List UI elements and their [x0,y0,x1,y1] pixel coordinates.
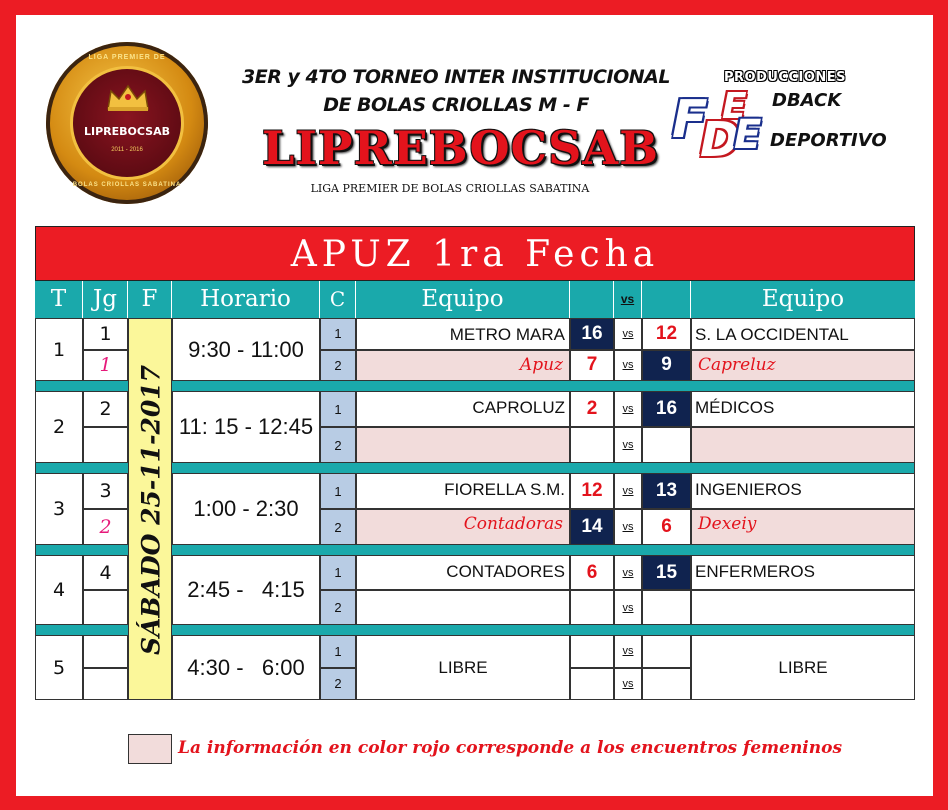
logo-center-text: LIPREBOCSAB [84,125,170,138]
round-number: 2 [52,416,66,438]
away-score: 6 [661,516,672,537]
away-score-cell [642,318,691,350]
time-slot: 4:30 - 6:00 [187,654,305,680]
home-team-cell [356,555,570,590]
match-date: SÁBADO 25-11-2017 [136,364,166,656]
away-score-cell [642,668,691,701]
col-header-equipo-home: Equipo [356,281,570,318]
vs-cell [614,350,642,382]
game-number-cell [83,555,128,590]
home-team: CONTADORES [446,562,565,581]
home-team: Apuz [519,354,563,375]
home-score-cell [570,509,614,545]
game-number-cell [83,590,128,625]
vs-label: vs [622,645,634,658]
court-number-cell [320,555,356,590]
legend-swatch [128,734,172,764]
vs-cell [614,318,642,350]
col-header-t: T [35,281,83,318]
tournament-title-line2: DE BOLAS CRIOLLAS M - F [323,94,589,116]
vs-label: vs [622,566,634,579]
vs-cell [614,635,642,668]
game-number-cell [83,473,128,509]
away-score-cell [642,509,691,545]
col-header-score-home [570,281,614,318]
game-number-cell [83,509,128,545]
time-slot-cell [172,635,320,700]
logo-inner-disc [70,66,184,180]
col-header-equipo-away: Equipo [691,281,915,318]
home-score: 7 [586,354,598,376]
away-score-cell [642,391,691,427]
home-team-cell [356,350,570,382]
game-number: 2 [99,516,112,538]
round-number: 5 [52,656,66,679]
sponsor-letter-f: F [672,90,708,150]
sponsor-letter-e1: E [722,86,747,127]
away-score: 12 [655,322,678,344]
away-score: 15 [655,561,678,583]
court-number: 1 [334,326,342,342]
col-header-jg: Jg [83,281,128,318]
time-slot-cell [172,391,320,463]
away-score-cell [642,473,691,509]
court-number: 2 [334,676,342,692]
away-team-cell [691,391,915,427]
home-score-cell [570,668,614,701]
court-number: 2 [334,357,342,373]
vs-label: vs [622,359,634,372]
away-score-cell [642,635,691,668]
court-number-cell [320,668,356,701]
away-team: Dexeiy [698,514,757,534]
home-team-cell [356,473,570,509]
away-score: 9 [661,354,672,376]
home-score-cell [570,473,614,509]
col-header-c: C [320,281,356,318]
time-slot-cell [172,473,320,545]
fixture-title: APUZ 1ra Fecha [35,226,915,281]
home-score-cell [570,350,614,382]
time-slot: 1:00 - 2:30 [193,496,299,521]
court-number-cell [320,509,356,545]
logo-years: 2011 - 2016 [111,147,143,153]
sponsor-dback: DBACK [772,90,842,111]
time-slot-cell [172,555,320,625]
court-number: 2 [334,519,342,535]
time-slot: 11: 15 - 12:45 [178,414,314,439]
vs-cell [614,473,642,509]
home-score-cell [570,555,614,590]
vs-cell [614,427,642,463]
away-score-cell [642,590,691,625]
away-score: 16 [655,398,678,419]
home-team: LIBRE [438,657,488,677]
round-number: 1 [52,338,66,361]
away-team: Capreluz [698,354,776,375]
sponsor-letter-d: D [700,112,740,168]
court-number-cell [320,391,356,427]
round-number: 4 [52,579,66,601]
game-number-cell [83,635,128,668]
away-team-cell [691,473,915,509]
legend-text: La información en color rojo corresponde a los encuentros femeninos [178,738,843,758]
vs-cell [614,668,642,701]
game-number-cell [83,427,128,463]
home-team-cell [356,391,570,427]
away-team-cell [691,318,915,350]
away-team: ENFERMEROS [695,562,815,581]
game-number: 2 [99,398,112,420]
home-team: FIORELLA S.M. [444,480,565,499]
tournament-title-line1: 3ER y 4TO TORNEO INTER INSTITUCIONAL [242,66,670,88]
home-score: 6 [586,561,598,583]
away-team-cell [691,509,915,545]
game-number-cell [83,391,128,427]
away-team: LIBRE [778,657,828,677]
home-score-cell [570,635,614,668]
away-team: INGENIEROS [695,480,802,499]
home-team: METRO MARA [449,325,565,344]
round-number-cell [35,318,83,381]
home-score-cell [570,590,614,625]
home-team-cell [356,590,570,625]
court-number: 1 [334,483,342,499]
court-number-cell [320,350,356,382]
home-score: 14 [581,516,603,537]
crown-icon [105,83,151,113]
vs-label: vs [622,327,634,340]
vs-cell [614,509,642,545]
court-number: 1 [334,565,342,580]
sponsor-letter-e2: E [734,112,762,158]
court-number: 2 [334,600,342,615]
court-number-cell [320,635,356,668]
game-number: 4 [99,561,112,584]
home-team-cell [356,509,570,545]
away-team-cell [691,427,915,463]
home-team-cell [356,635,570,700]
col-header-horario: Horario [172,281,320,318]
vs-label: vs [622,403,634,415]
away-team: MÉDICOS [695,398,775,417]
time-slot-cell [172,318,320,381]
league-full-name: LIGA PREMIER DE BOLAS CRIOLLAS SABATINA [310,182,590,195]
vs-label: vs [622,485,634,497]
vs-cell [614,391,642,427]
court-number: 1 [334,643,342,659]
court-number-cell [320,473,356,509]
away-score-cell [642,427,691,463]
league-short-name: LIPREBOCSAB [262,121,659,175]
court-number: 1 [334,401,342,417]
away-team-cell [691,635,915,700]
court-number-cell [320,427,356,463]
vs-cell [614,590,642,625]
vs-label: vs [622,601,634,614]
game-number: 3 [99,480,112,502]
col-header-score-away [642,281,691,318]
logo-ring-bottom-text: BOLAS CRIOLLAS SABATINA [72,182,182,188]
away-score-cell [642,555,691,590]
home-score-cell [570,318,614,350]
vs-label: vs [622,677,634,690]
round-number: 3 [52,498,66,520]
away-score: 13 [655,480,678,501]
col-header-f: F [128,281,172,318]
court-number-cell [320,318,356,350]
league-logo [46,42,208,204]
match-date-column [128,318,172,700]
home-team: CAPROLUZ [472,398,565,417]
home-score: 2 [586,398,598,419]
vs-label: vs [622,521,634,533]
court-number-cell [320,590,356,625]
vs-label: vs [622,439,634,451]
away-team-cell [691,350,915,382]
game-number-cell [83,350,128,382]
away-score-cell [642,350,691,382]
col-header-vs: vs [614,281,642,318]
round-number-cell [35,473,83,545]
court-number: 2 [334,437,342,453]
game-number-cell [83,318,128,350]
round-number-cell [35,555,83,625]
game-number: 1 [99,354,112,377]
home-score-cell [570,427,614,463]
sponsor-deportivo: DEPORTIVO [770,130,887,151]
game-number-cell [83,668,128,701]
vs-cell [614,555,642,590]
home-score-cell [570,391,614,427]
round-number-cell [35,635,83,700]
time-slot: 2:45 - 4:15 [187,577,305,602]
home-score: 16 [581,322,603,344]
logo-ring-top-text: LIGA PREMIER DE [88,54,166,61]
away-team-cell [691,555,915,590]
home-team-cell [356,427,570,463]
home-score: 12 [581,480,603,501]
home-team-cell [356,318,570,350]
home-team: Contadoras [463,514,563,534]
sponsor-producciones: PRODUCCIONES [723,70,847,85]
game-number: 1 [99,322,112,345]
time-slot: 9:30 - 11:00 [188,336,304,362]
round-number-cell [35,391,83,463]
away-team-cell [691,590,915,625]
away-team: S. LA OCCIDENTAL [695,325,849,344]
